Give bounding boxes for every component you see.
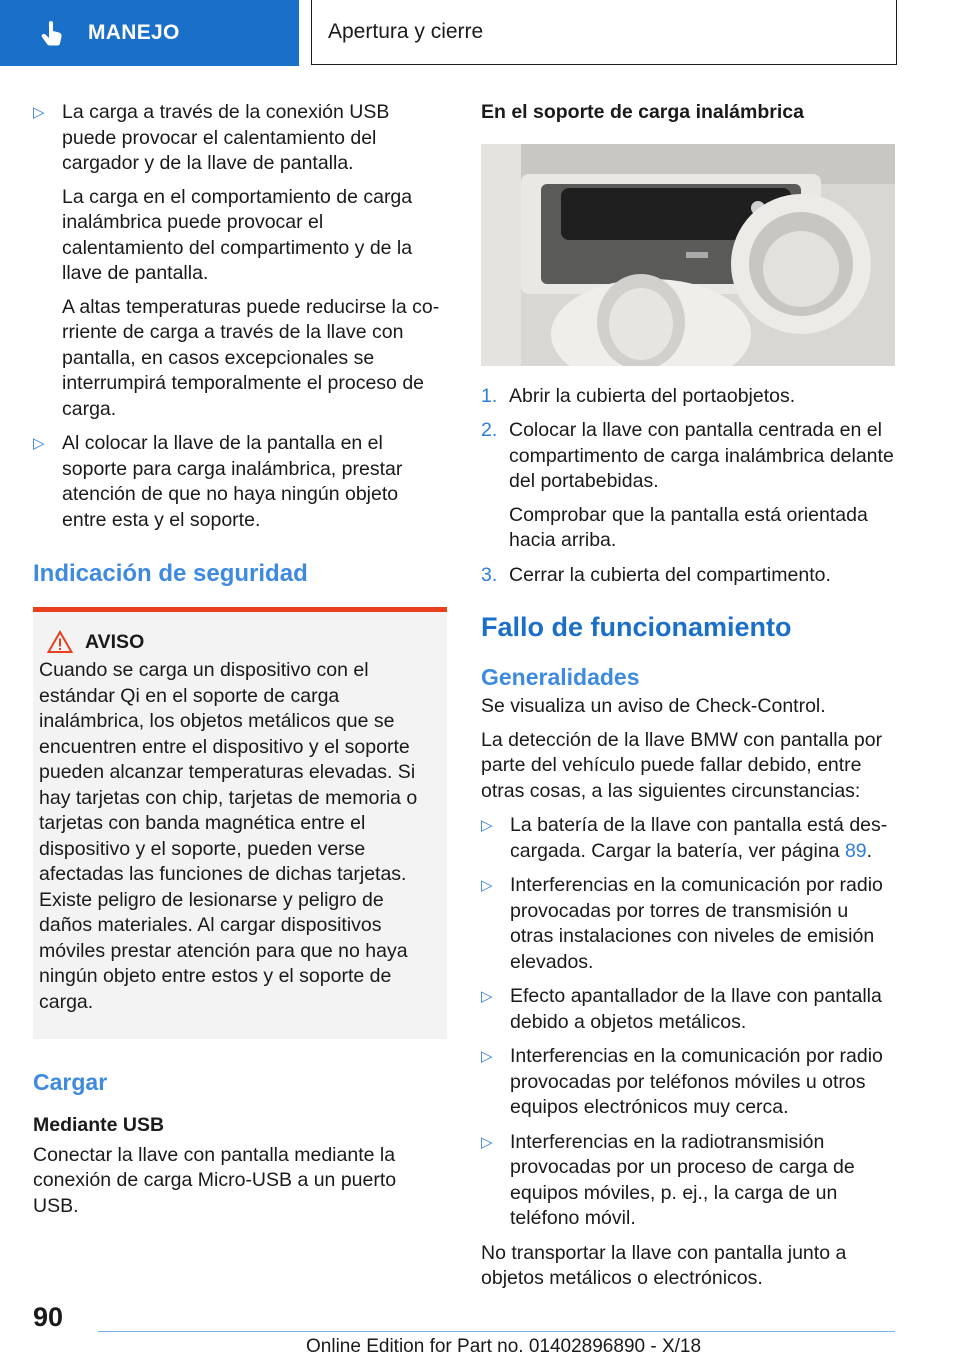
paragraph: Colocar la llave con pantalla centrada en el compartimento de carga inalámbrica delante del portabebidas. (509, 419, 894, 492)
paragraph: Cerrar la cubierta del compartimento. (509, 563, 831, 586)
bullet-triangle-icon: ▷ (481, 988, 493, 1005)
paragraph (510, 813, 895, 864)
page-header (0, 0, 960, 66)
general-text-2: La detección de la llave BMW con pantalla por parte del vehículo puede fallar debido, entre otras cosas, a las siguientes circunstancias: (481, 728, 883, 802)
footer-divider (98, 1331, 895, 1332)
section-title: Apertura y cierre (328, 20, 484, 43)
chapter-label: MANEJO (88, 21, 180, 44)
wireless-charger-photo (481, 144, 895, 366)
warning-title: AVISO (85, 630, 145, 653)
paragraph: Interferencias en la comunicación por radio provocadas por teléfonos móviles u otros equipos electrónicos muy cerca. (510, 1045, 883, 1118)
step-item (481, 384, 895, 410)
step-number: 2. (481, 419, 498, 441)
paragraph: A altas temperaturas puede reducirse la corriente de carga a través de la llave con pantalla, en casos excepcionales se interrumpirá temporalmente el proceso de carga. (62, 295, 440, 420)
bullet-triangle-icon: ▷ (481, 877, 493, 894)
section-title-box (311, 0, 897, 65)
usb-text: Conectar la llave con pantalla mediante la conexión de carga Micro-USB a un puerto USB. (33, 1143, 397, 1217)
general-heading: Generalidades (481, 664, 640, 690)
bullet-triangle-icon: ▷ (33, 435, 45, 452)
paragraph: La carga en el comportamiento de carga inalámbrica puede provocar el calentamiento del compartimento y de la llave de pantalla. (62, 185, 413, 284)
warning-header (39, 630, 441, 654)
page-link[interactable]: 89 (844, 839, 867, 862)
paragraph: Interferencias en la radiotransmisión provocadas por un proceso de carga de equipos móviles, p. ej., la carga de un teléfono móvil. (510, 1130, 855, 1229)
step-item (481, 563, 895, 589)
closing-text: No transportar la llave con pantalla junto a objetos metálicos o electrónicos. (481, 1241, 847, 1289)
general-text-1: Se visualiza un aviso de Check-Control. (481, 695, 826, 717)
list-item (481, 873, 895, 975)
list-item (481, 1130, 895, 1232)
list-item (481, 813, 895, 864)
warning-triangle-icon (47, 630, 73, 654)
list-item (481, 984, 895, 1035)
step-item (481, 418, 895, 554)
list-item (481, 1044, 895, 1121)
paragraph: Comprobar que la pantalla está orientada hacia arriba. (509, 503, 868, 551)
paragraph: Abrir la cubierta del portaobjetos. (509, 384, 796, 407)
paragraph: Efecto apantallador de la llave con pantalla debido a objetos metálicos. (510, 985, 882, 1033)
footer-edition: Online Edition for Part no. 01402896890 - X/18 (306, 1336, 702, 1357)
bullet-triangle-icon: ▷ (33, 104, 45, 121)
list-item (33, 431, 447, 533)
bullet-triangle-icon: ▷ (481, 817, 493, 834)
warning-box (33, 607, 447, 1039)
safety-heading: Indicación de seguridad (33, 560, 308, 587)
battery-text-end: . (866, 839, 873, 862)
hand-pointer-icon (38, 18, 68, 48)
paragraph: Interferencias en la comunicación por radio provocadas por torres de transmisión u otras instalaciones con niveles de emisión elevados. (510, 874, 883, 973)
paragraph: La carga a través de la conexión USB puede provocar el calentamiento del cargador y de la llave de pantalla. (62, 101, 390, 174)
wireless-heading: En el soporte de carga inalámbrica (481, 101, 804, 123)
fault-heading: Fallo de funcionamiento (481, 612, 792, 642)
bullet-triangle-icon: ▷ (481, 1048, 493, 1065)
usb-heading: Mediante USB (33, 1114, 165, 1136)
list-item (33, 100, 447, 422)
left-column (33, 100, 447, 1219)
bullet-triangle-icon: ▷ (481, 1133, 493, 1151)
chapter-tab[interactable] (0, 0, 299, 66)
battery-text: La batería de la llave con pantalla está descargada. Cargar la batería, ver página (510, 814, 888, 862)
warning-text: Cuando se carga un dispositivo con el estándar Qi en el soporte de carga inalámbrica, los objetos metálicos que se encuentren entre el dispositivo y el soporte pueden alcanzar temperaturas elevadas. Si hay tarjetas con chip, tarjetas de memoria o tarjetas con banda magnética entre el dispositivo y el soporte, pueden verse afectadas las funciones de dichas tarjetas. Existe peligro de lesionarse y peligro de daños materiales. Al cargar dispositivos móviles prestar atención para que no haya ningún objeto entre estos y el soporte de carga. (39, 659, 418, 1013)
step-number: 3. (481, 563, 498, 586)
paragraph: Al colocar la llave de la pantalla en el soporte para carga inalámbrica, prestar atención de que no haya ningún objeto entre esta y el soporte. (62, 432, 403, 531)
right-column (481, 100, 895, 1292)
page-number: 90 (33, 1302, 64, 1332)
step-number: 1. (481, 384, 498, 407)
cargar-heading: Cargar (33, 1069, 108, 1095)
